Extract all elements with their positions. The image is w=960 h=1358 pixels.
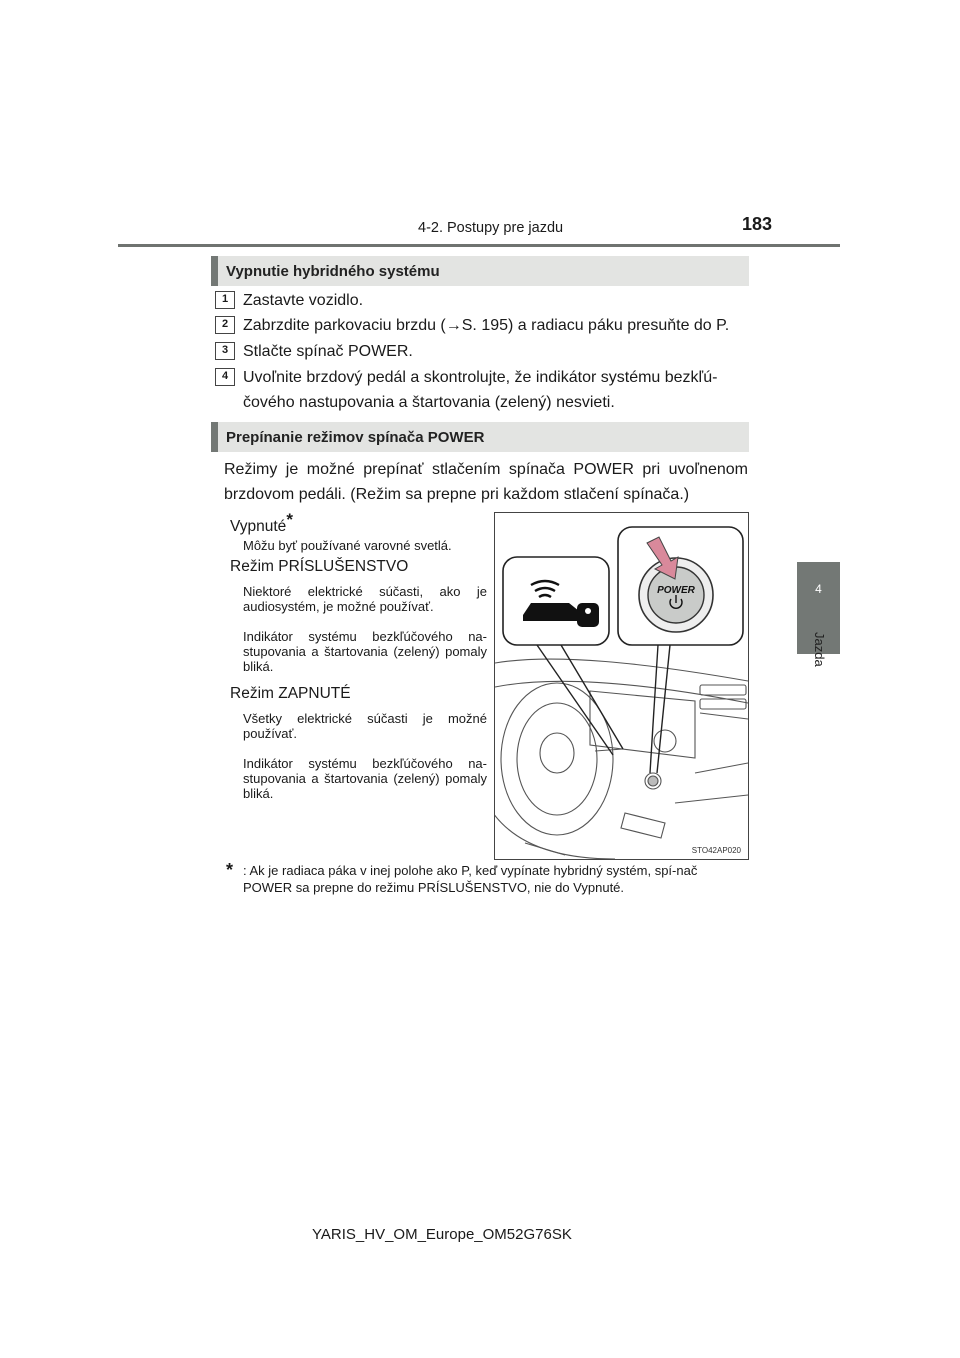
chapter-label: Jazda bbox=[812, 632, 827, 667]
chapter-number: 4 bbox=[815, 582, 822, 596]
callout-indicator-box bbox=[503, 557, 609, 645]
mode-desc-off-1: Môžu byť používané varovné svetlá. bbox=[243, 538, 452, 553]
mode-title-on: Režim ZAPNUTÉ bbox=[230, 685, 351, 702]
section-heading-shutdown bbox=[211, 256, 749, 286]
dashboard-drawing bbox=[495, 513, 748, 859]
mode-desc-on-1: Všetky elektrické súčasti je možné používať. bbox=[243, 711, 487, 741]
header-rule bbox=[118, 244, 840, 247]
step-number-2: 2 bbox=[215, 316, 235, 334]
step-text-3: Stlačte spínač POWER. bbox=[243, 343, 413, 360]
power-button-label: POWER bbox=[657, 585, 695, 596]
step-text-4-line2: čového nastupovania a štartovania (zelený) nesvieti. bbox=[243, 394, 615, 411]
dashboard-illustration bbox=[494, 512, 749, 860]
step-text-4-line1: Uvoľnite brzdový pedál a skontrolujte, že indikátor systému bezkľú- bbox=[243, 369, 718, 386]
footnote-text: : Ak je radiaca páka v inej polohe ako P, keď vypínate hybridný systém, spí-nač POWER sa prepne do režimu PRÍSLUŠENSTVO, nie do Vypnuté. bbox=[243, 863, 698, 895]
footer-document-code: YARIS_HV_OM_Europe_OM52G76SK bbox=[312, 1226, 572, 1243]
step-number-4: 4 bbox=[215, 368, 235, 386]
section-heading-marker bbox=[211, 256, 218, 286]
mode-title-accessory: Režim PRÍSLUŠENSTVO bbox=[230, 558, 409, 575]
header-section-title: 4-2. Postupy pre jazdu bbox=[418, 220, 564, 236]
section-heading-title: Prepínanie režimov spínača POWER bbox=[226, 429, 485, 446]
mode-desc-accessory-1: Niektoré elektrické súčasti, ako je audiosystém, je možné používať. bbox=[243, 584, 487, 614]
mode-desc-accessory-2: Indikátor systému bezkľúčového na-stupovania a štartovania (zelený) pomaly bliká. bbox=[243, 629, 487, 674]
callout-lines bbox=[537, 645, 670, 773]
page-number: 183 bbox=[742, 214, 773, 234]
intro-paragraph: Režimy je možné prepínať stlačením spínača POWER pri uvoľnenom brzdovom pedáli. (Režim sa prepne pri každom stlačení spínača.) bbox=[224, 461, 748, 503]
footnote-ref-marker: * bbox=[286, 510, 293, 529]
footnote-marker: * bbox=[226, 860, 234, 880]
section-heading-marker bbox=[211, 422, 218, 452]
step-number-3: 3 bbox=[215, 342, 235, 360]
dashboard-outline bbox=[495, 659, 748, 859]
mode-desc-on-2: Indikátor systému bezkľúčového na-stupovania a štartovania (zelený) pomaly bliká. bbox=[243, 756, 487, 801]
step-number-1: 1 bbox=[215, 291, 235, 309]
step-text-2: Zabrzdite parkovaciu brzdu (→S. 195) a radiacu páku presuňte do P. bbox=[243, 317, 730, 334]
mode-title-off: Vypnuté* bbox=[230, 510, 293, 536]
illustration-code: STO42AP020 bbox=[691, 846, 741, 855]
section-heading-title: Vypnutie hybridného systému bbox=[226, 263, 440, 280]
step-text-1: Zastavte vozidlo. bbox=[243, 292, 364, 309]
section-heading-power-modes bbox=[211, 422, 749, 452]
